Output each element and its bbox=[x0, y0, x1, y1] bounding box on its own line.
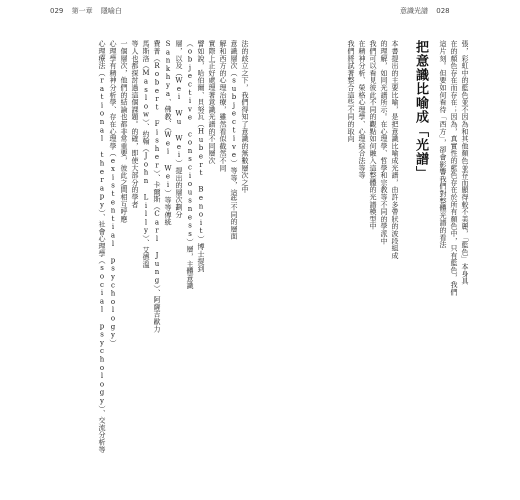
left-page bbox=[50, 40, 250, 460]
left-col-7: 層，以及（Wei Wu Wei）提出的層次劃分 bbox=[175, 40, 183, 218]
left-chapter-title: 隱喻白 bbox=[100, 7, 122, 15]
left-col-13: 心理學有精神分析學、存在心理學（existential psychology） bbox=[109, 40, 117, 347]
left-col-2: 意識層次（subjective）等等，這些不同的層面 bbox=[230, 40, 238, 240]
left-col-14: 心理療法（rational therapy）、社會心理學（social psychology）、交流分析等 bbox=[98, 40, 106, 453]
left-col-3: 解和西方的心理治療，雖然看似截然不同 bbox=[219, 40, 227, 172]
right-page-number: 028 bbox=[436, 7, 450, 15]
right-col-5: 的理解，如同光譜所示。在心理學、哲學和宗教等不同的學派中 bbox=[380, 40, 388, 245]
left-page-header bbox=[50, 6, 128, 16]
section-heading: 把意識比喻成「光譜」 bbox=[413, 40, 428, 180]
right-col-8: 我們將試著整合這些不同的取向 bbox=[347, 40, 355, 143]
right-col-4: 本書提出的主要比喻，是把意識比喻成光譜，由許多帶狀的波段組成 bbox=[391, 40, 399, 259]
right-col-6: 我們可以看見彼此不同的觀點如何融入這整體的光譜模型中 bbox=[369, 40, 377, 230]
right-page-header bbox=[400, 6, 456, 16]
left-col-4: 實際上正好處理著意識光譜的不同層次 bbox=[208, 40, 216, 165]
left-col-1: 法的歧立之下，我們得知了意識的無數層次之中 bbox=[241, 40, 249, 194]
left-col-12: 一個層次，他們的結論也都非常重要，彼此之間相互呼應 bbox=[120, 40, 128, 223]
right-col-7: 在精神分析、榮格心理學、心理綜合法等等 bbox=[358, 40, 366, 179]
left-col-9: 費普（Robert Fisher）、卡爾斯（Carl Jung）、阿薩吉歐力 bbox=[153, 40, 161, 333]
left-col-8: Sankhya、佛教、（Wei Wei）等等傳統 bbox=[164, 40, 172, 226]
left-col-5: 譬如說，哈伯爾、貝努瓦（Hubert Benoit）博士提到 bbox=[197, 40, 205, 272]
left-page-number: 029 bbox=[50, 7, 64, 15]
right-col-3: 這片刻。但要如何看待「西方」，卻會影響我們對整體光譜的看法 bbox=[439, 40, 447, 249]
right-page-title: 意識光譜 bbox=[400, 7, 428, 15]
left-col-10: 馬斯洛（Maslow）、約翰（John Lilly）、艾德溫 bbox=[142, 40, 150, 268]
right-col-1: 張，彩虹中的藍色並不因為和其他顏色並存而顯得較不美麗，「藍色」本身具 bbox=[461, 40, 469, 285]
left-chapter-label: 第一章 bbox=[71, 7, 93, 15]
left-col-11: 等人也都探討過這個課題。的確，即使大部分的學者 bbox=[131, 40, 139, 208]
right-page bbox=[270, 40, 470, 460]
left-col-6: （objective consciousness）層，主體意識 bbox=[186, 40, 194, 290]
right-col-2: 在的顏色存在而存在；因為，真實性的藍色存在於所有顏色中，只有藍色，我們 bbox=[450, 40, 458, 296]
